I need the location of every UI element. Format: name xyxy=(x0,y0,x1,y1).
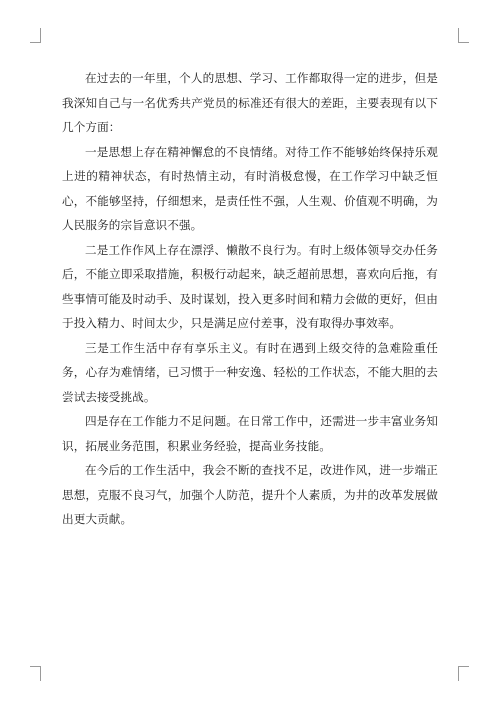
paragraph-conclusion: 在今后的工作生活中，我会不断的查找不足，改进作风，进一步端正思想，克服不良习气，加强个人防范，提升个人素质，为井的改革发展做出更大贡献。 xyxy=(62,463,438,526)
paragraph-intro: 在过去的一年里，个人的思想、学习、工作都取得一定的进步，但是我深知自己与一名优秀共产党员的标准还有很大的差距，主要表现有以下几个方面： xyxy=(62,71,438,134)
paragraph-point-three: 三是工作生活中存有享乐主义。有时在遇到上级交待的急难险重任务，心存为难情绪，已习惯于一种安逸、轻松的工作状态，不能大胆的去尝试去接受挑战。 xyxy=(62,340,438,404)
paragraph-point-one: 一是思想上存在精神懈怠的不良情绪。对待工作不能够始终保持乐观上进的精神状态，有时热情主动，有时消极怠慢，在工作学习中缺乏恒心，不能够坚持，仔细想来，是责任性不强，人生观、价值观不明确，为人民服务的宗旨意识不强。 xyxy=(62,144,438,232)
crop-mark-bottom-right xyxy=(458,666,469,681)
crop-mark-top-right xyxy=(458,28,469,43)
document-body xyxy=(62,66,438,532)
paragraph-point-two: 二是工作作风上存在漂浮、懒散不良行为。有时上级体领导交办任务后，不能立即采取措施，积极行动起来，缺乏超前思想，喜欢向后拖，有些事情可能及时动手、及时谋划，投入更多时间和精力会做的更好，但由于投入精力、时间太少，只是满足应付差事，没有取得办事效率。 xyxy=(62,242,438,330)
crop-mark-bottom-left xyxy=(30,666,41,681)
paragraph-point-four: 四是存在工作能力不足问题。在日常工作中，还需进一步丰富业务知识，拓展业务范围，积累业务经验，提高业务技能。 xyxy=(62,414,438,453)
crop-mark-top-left xyxy=(30,28,41,43)
